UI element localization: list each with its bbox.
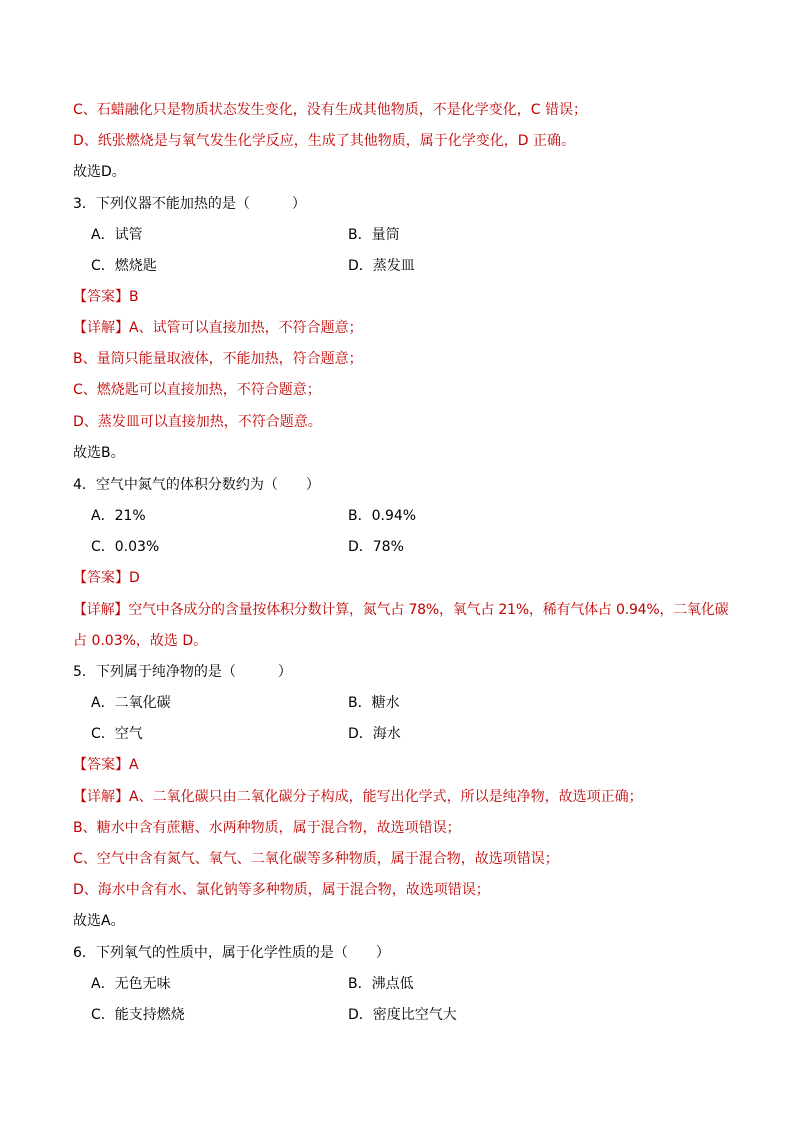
q3-option-d: D．蒸发皿 [348, 258, 415, 274]
q4-option-a: A．21% [91, 508, 146, 524]
q4-detail-cont: 占 0.03%，故选 D。 [73, 633, 208, 649]
q5-option-c: C．空气 [91, 726, 143, 742]
q6-option-c: C．能支持燃烧 [91, 1007, 185, 1023]
q4-option-b: B．0.94% [348, 508, 417, 524]
q5-option-a: A．二氧化碳 [91, 695, 171, 711]
q5-option-d: D．海水 [348, 726, 401, 742]
answer-value: A [129, 757, 139, 773]
q3-answer [73, 287, 139, 307]
q5-detail-first [73, 787, 643, 807]
detail-tag: 【详解】 [73, 602, 129, 618]
q4-option-c: C．0.03% [91, 539, 160, 555]
q6-option-a: A．无色无味 [91, 976, 171, 992]
q4-detail-first [73, 600, 728, 620]
q4-option-d: D．78% [348, 539, 404, 555]
q3-option-c: C．燃烧匙 [91, 258, 157, 274]
q3-detail-line-b: B、量筒只能量取液体，不能加热，符合题意； [73, 351, 363, 367]
q3-option-a: A．试管 [91, 227, 143, 243]
q4-answer [73, 568, 140, 588]
q6-option-d: D．密度比空气大 [348, 1007, 457, 1023]
detail-tag: 【详解】 [73, 320, 129, 336]
q3-detail-line-c: C、燃烧匙可以直接加热，不符合题意； [73, 382, 321, 398]
q3-conclusion: 故选B。 [73, 445, 125, 461]
answer-tag: 【答案】 [73, 289, 129, 305]
q5-answer [73, 755, 139, 775]
detail-tag: 【详解】 [73, 789, 129, 805]
answer-value: D [129, 570, 140, 586]
q3-stem: 3．下列仪器不能加热的是（ ） [73, 196, 306, 212]
q2-explanation-line-d: D、纸张燃烧是与氧气发生化学反应，生成了其他物质，属于化学变化，D 正确。 [73, 133, 576, 149]
q5-detail-line-c: C、空气中含有氮气、氧气、二氧化碳等多种物质，属于混合物，故选项错误； [73, 851, 559, 867]
q2-conclusion: 故选D。 [73, 164, 126, 180]
q3-option-b: B．量筒 [348, 227, 400, 243]
q5-conclusion: 故选A。 [73, 913, 125, 929]
q6-option-b: B．沸点低 [348, 976, 414, 992]
detail-text: 空气中各成分的含量按体积分数计算，氮气占 78%，氧气占 21%，稀有气体占 0.94%，二氧化碳 [128, 602, 729, 618]
q3-detail-first [73, 318, 363, 338]
detail-text: A、二氧化碳只由二氧化碳分子构成，能写出化学式，所以是纯净物，故选项正确； [129, 789, 643, 805]
q4-stem: 4．空气中氮气的体积分数约为（ ） [73, 477, 320, 493]
q5-option-b: B．糖水 [348, 695, 400, 711]
q5-detail-line-b: B、糖水中含有蔗糖、水两种物质，属于混合物，故选项错误； [73, 820, 461, 836]
answer-tag: 【答案】 [73, 570, 129, 586]
q6-stem: 6．下列氧气的性质中，属于化学性质的是（ ） [73, 945, 390, 961]
answer-tag: 【答案】 [73, 757, 129, 773]
answer-value: B [129, 289, 139, 305]
q3-detail-line-d: D、蒸发皿可以直接加热，不符合题意。 [73, 414, 322, 430]
q2-explanation-line-c: C、石蜡融化只是物质状态发生变化，没有生成其他物质，不是化学变化，C 错误； [73, 102, 587, 118]
q5-detail-line-d: D、海水中含有水、氯化钠等多种物质，属于混合物，故选项错误； [73, 882, 490, 898]
q5-stem: 5．下列属于纯净物的是（ ） [73, 664, 292, 680]
detail-text: A、试管可以直接加热，不符合题意； [129, 320, 363, 336]
